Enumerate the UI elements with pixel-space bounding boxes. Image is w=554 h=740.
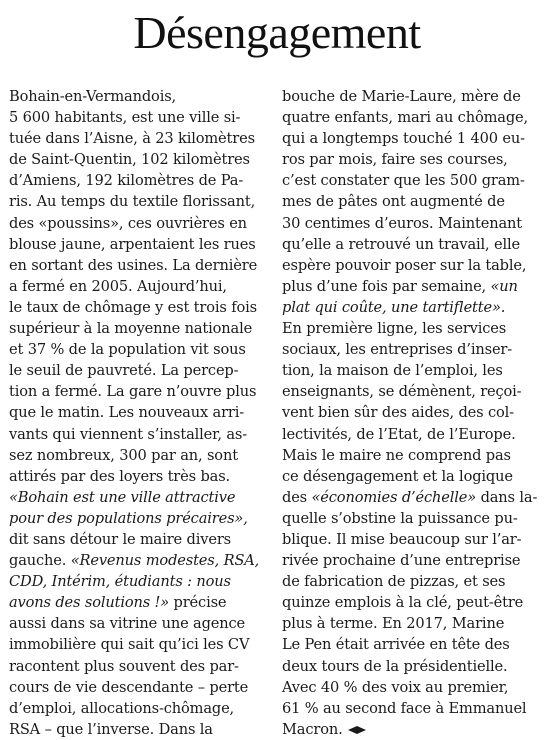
line-text: deux tours de la présidentielle. <box>282 657 508 675</box>
line-text: RSA – que l’inverse. Dans la <box>9 720 213 738</box>
article-line <box>9 339 279 360</box>
line-text: gauche. <box>9 552 71 570</box>
line-text: supérieur à la moyenne nationale <box>9 320 253 338</box>
line-text: espère pouvoir poser sur la table, <box>282 256 527 274</box>
article-line <box>282 234 550 255</box>
line-text: dans la- <box>476 488 538 506</box>
article-line <box>282 339 550 360</box>
article-line <box>9 149 279 170</box>
article-line <box>9 297 279 318</box>
line-text: tion, la maison de l’emploi, les <box>282 362 503 380</box>
line-text: quinze emplois à la clé, peut-être <box>282 594 524 612</box>
quote-text: «Bohain est une ville attractive <box>9 488 236 506</box>
article-line <box>282 571 550 592</box>
article-headline: Désengagement <box>133 7 421 58</box>
line-text: quelle s’obstine la puissance pu- <box>282 509 518 527</box>
article-line <box>9 255 279 276</box>
article-line <box>282 613 550 634</box>
line-text: le taux de chômage y est trois fois <box>9 298 257 316</box>
quote-text: avons des solutions !» <box>9 594 170 612</box>
line-text: et 37 % de la population vit sous <box>9 341 246 359</box>
line-text: vants qui viennent s’installer, as- <box>9 425 248 443</box>
article-line <box>282 466 550 487</box>
line-text: cours de vie descendante – perte <box>9 678 249 696</box>
line-text: attirés par des loyers très bas. <box>9 467 231 485</box>
article-line <box>9 360 279 381</box>
line-text: tuée dans l’Aisne, à 23 kilomètres <box>9 130 255 148</box>
quote-text: CDD, Intérim, étudiants : nous <box>9 573 231 591</box>
article-line <box>282 255 550 276</box>
article-line <box>282 634 550 655</box>
line-text: ros par mois, faire ses courses, <box>282 151 508 169</box>
article-line <box>282 719 550 740</box>
article-line <box>282 487 550 508</box>
quote-text: «Revenus modestes, RSA, <box>70 552 260 570</box>
line-text: blique. Il mise beaucoup sur l’ar- <box>282 530 522 548</box>
line-text: Mais le maire ne comprend pas <box>282 446 511 464</box>
line-text: plus d’une fois par semaine, <box>282 277 491 295</box>
line-text: lectivités, de l’Etat, de l’Europe. <box>282 425 516 443</box>
quote-text: pour des populations précaires», <box>9 509 248 527</box>
article-line <box>282 191 550 212</box>
line-text: ris. Au temps du textile florissant, <box>9 193 256 211</box>
article-line <box>9 318 279 339</box>
line-text: en sortant des usines. La dernière <box>9 256 258 274</box>
article-line <box>9 381 279 402</box>
article-line <box>282 592 550 613</box>
article-line <box>9 508 279 529</box>
article-line <box>282 128 550 149</box>
line-text: racontent plus souvent des par- <box>9 657 239 675</box>
article-line <box>282 149 550 170</box>
line-text: Macron. <box>282 720 343 738</box>
article-line <box>282 276 550 297</box>
article-line <box>282 297 550 318</box>
article-line <box>282 656 550 677</box>
quote-text: plat qui coûte, une tartiflette». <box>282 298 506 316</box>
article-line <box>282 213 550 234</box>
article-line <box>282 445 550 466</box>
line-text: En première ligne, les services <box>282 320 507 338</box>
line-text: sociaux, les entreprises d’inser- <box>282 341 513 359</box>
line-text: Avec 40 % des voix au premier, <box>282 678 509 696</box>
line-text: le seuil de pauvreté. La percep- <box>9 362 239 380</box>
article-line <box>282 107 550 128</box>
article-column-right <box>282 86 550 740</box>
article-line <box>282 318 550 339</box>
article-line <box>9 402 279 423</box>
line-text: bouche de Marie-Laure, mère de <box>282 88 521 105</box>
line-text: qui a longtemps touché 1 400 eu- <box>282 130 525 148</box>
quote-text: «un <box>490 277 518 295</box>
line-text: aussi dans sa vitrine une agence <box>9 615 246 633</box>
line-text: vent bien sûr des aides, des col- <box>282 404 514 422</box>
line-text: 30 centimes d’euros. Maintenant <box>282 214 523 232</box>
line-text: a fermé en 2005. Aujourd’hui, <box>9 277 227 295</box>
line-text: dit sans détour le maire divers <box>9 530 231 548</box>
quote-text: «économies d’échelle» <box>311 488 477 506</box>
article-line <box>282 402 550 423</box>
line-text: plus à terme. En 2017, Marine <box>282 615 505 633</box>
line-text: des «poussins», ces ouvrières en <box>9 214 247 232</box>
article-line <box>9 571 279 592</box>
line-text: rivée prochaine d’une entreprise <box>282 552 521 570</box>
line-text: d’emploi, allocations-chômage, <box>9 699 235 717</box>
article-line <box>9 613 279 634</box>
line-text: qu’elle a retrouvé un travail, elle <box>282 235 521 253</box>
line-text: Bohain-en-Vermandois, <box>9 88 177 105</box>
line-text: sez nombreux, 300 par an, sont <box>9 446 238 464</box>
article-line <box>9 719 279 740</box>
line-text: 5 600 habitants, est une ville si- <box>9 109 241 127</box>
line-text: enseignants, se démènent, reçoi- <box>282 383 522 401</box>
article-line <box>9 592 279 613</box>
article-line <box>282 86 550 107</box>
line-text: 61 % au second face à Emmanuel <box>282 699 527 717</box>
article-line <box>9 466 279 487</box>
line-text: mes de pâtes ont augmenté de <box>282 193 505 211</box>
line-text: immobilière qui sait qu’ici les CV <box>9 636 250 654</box>
article-line <box>282 698 550 719</box>
article-line <box>282 381 550 402</box>
article-line <box>9 213 279 234</box>
article-line <box>9 107 279 128</box>
line-text: Le Pen était arrivée en tête des <box>282 636 510 654</box>
article-line <box>9 191 279 212</box>
article-line <box>9 656 279 677</box>
article-line <box>282 424 550 445</box>
article-line <box>9 424 279 445</box>
article-line <box>9 234 279 255</box>
article-line <box>9 128 279 149</box>
line-text: blouse jaune, arpentaient les rues <box>9 235 256 253</box>
article-line <box>282 529 550 550</box>
line-text: précise <box>169 594 227 612</box>
article-line <box>282 170 550 191</box>
line-text: que le matin. Les nouveaux arri- <box>9 404 245 422</box>
article-line <box>282 360 550 381</box>
article-column-left <box>9 86 279 740</box>
article-line <box>282 508 550 529</box>
end-of-article-diamond-icon <box>347 725 367 735</box>
article-line <box>9 487 279 508</box>
article-line <box>9 677 279 698</box>
article-line <box>282 677 550 698</box>
article-line <box>9 86 279 107</box>
article-line <box>9 170 279 191</box>
line-text: c’est constater que les 500 gram- <box>282 172 525 190</box>
line-text: quatre enfants, mari au chômage, <box>282 109 529 127</box>
article-line <box>9 550 279 571</box>
line-text: de Saint-Quentin, 102 kilomètres <box>9 151 250 169</box>
article-line <box>9 634 279 655</box>
article-line <box>282 550 550 571</box>
article-line <box>9 445 279 466</box>
article-line <box>9 529 279 550</box>
line-text: ce désengagement et la logique <box>282 467 513 485</box>
line-text: de fabrication de pizzas, et ses <box>282 573 506 591</box>
article-line <box>9 698 279 719</box>
line-text: tion a fermé. La gare n’ouvre plus <box>9 383 257 401</box>
article-line <box>9 276 279 297</box>
line-text: d’Amiens, 192 kilomètres de Pa- <box>9 172 244 190</box>
line-text: des <box>282 488 312 506</box>
